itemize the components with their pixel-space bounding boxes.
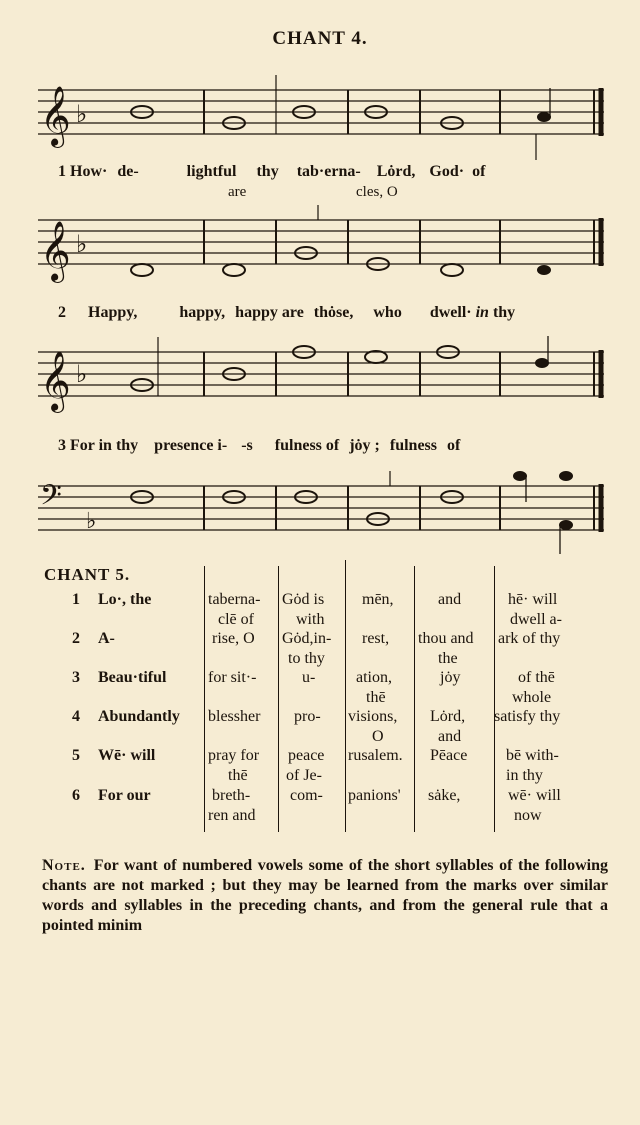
svg-text:𝄞: 𝄞 [40,353,71,410]
row-cell: Lo·, the [98,591,152,608]
row-cell: Abundantly [98,708,180,725]
row-cell: rest, [362,630,390,647]
row-cell: whole [512,689,552,706]
lyric-word: tab·erna- [296,163,361,180]
row-cell: to thy [288,650,325,667]
row-cell: Wē· will [98,747,156,764]
row-cell: blessher [208,708,261,725]
row-cell: clē of [218,611,254,628]
lyric-word: 3 For [58,437,95,454]
row-number: 5 [72,747,80,764]
row-cell: and [438,728,462,745]
music-staff-3 [38,332,608,427]
lyric-word: jȯy ; [349,437,380,454]
row-cell: and [438,591,462,608]
lyric-word: presence [154,437,214,454]
chant4-line2-lyrics [58,304,608,322]
music-staff-1 [38,70,608,165]
row-cell: sȧke, [428,787,461,804]
row-cell: the [438,650,458,667]
lyric-word: thy [115,437,139,454]
row-number: 6 [72,787,80,804]
lyric-word: dwell· [429,304,472,321]
column-rule [414,566,415,832]
row-number: 1 [72,591,80,608]
lyric-word: happy, [179,304,226,321]
svg-text:♭: ♭ [76,362,88,388]
note-text: For want of numbered vowels some of the short syllables of the following chants are not marked ; but they may be learned from the marks over similar words and syllables in the preceding chants, and from the general rule that a pointed minim [42,857,608,934]
row-cell: panions' [348,787,401,804]
lyric-word: Happy, [88,304,138,321]
svg-text:𝄞: 𝄞 [40,86,71,146]
row-cell: com- [290,787,323,804]
lyric-word: of [447,437,461,454]
row-cell: of thē [518,669,555,686]
column-rule [278,566,279,832]
lyric-word: i- [217,437,228,454]
lyric-word: of [325,437,340,454]
lyric-word: 2 [58,304,66,321]
page-title: CHANT 4. [272,28,368,49]
row-number: 2 [72,630,80,647]
lyric-word: happy [235,304,278,321]
lyric-word: in [475,304,489,321]
note-lead: Note. [42,857,86,874]
row-cell: thē [228,767,248,784]
row-cell: pray for [208,747,260,764]
row-cell: visions, [348,708,398,725]
lyric-word: thy [492,304,516,321]
row-cell: ation, [356,669,392,686]
row-cell: satisfy thy [494,708,561,725]
row-cell: thou and [418,630,474,647]
row-cell: ren and [208,807,256,824]
lyric-word: lightful [186,163,237,180]
row-cell: jȯy [440,669,461,686]
row-cell: breth- [212,787,251,804]
lyric-word: fulness [389,437,437,454]
row-cell: with [296,611,325,628]
footnote [42,856,608,936]
row-cell: rise, O [212,630,255,647]
lyric-word: are [281,304,304,321]
row-cell: ark of thy [498,630,561,647]
row-number: 4 [72,708,80,725]
row-cell: For our [98,787,151,804]
row-cell: taberna- [208,591,261,608]
row-cell: O [372,728,384,745]
lyric-word: 1 How· [58,163,108,180]
music-staff-2 [38,200,608,290]
row-cell: pro- [294,708,321,725]
lyric-word: who [373,304,402,321]
row-cell: peace [288,747,325,764]
column-rule [494,566,495,832]
row-cell: Beau·tiful [98,669,167,686]
lyric-word: -s [241,437,253,454]
lyric-word: fulness [274,437,322,454]
chant5-title: CHANT 5. [44,565,131,584]
lyric-word: of [472,163,486,180]
row-cell: A- [98,630,115,647]
row-cell: hē· will [508,591,558,608]
row-cell: Gȯd,in- [282,630,332,647]
row-cell: mēn, [362,591,394,608]
row-cell: now [514,807,542,824]
row-cell: dwell a- [510,611,562,628]
svg-text:𝄞: 𝄞 [40,223,71,280]
row-cell: wē· will [508,787,561,804]
lyric-word: de- [117,163,139,180]
chant4-line1-lyrics [58,163,485,181]
row-cell: of Je- [286,767,322,784]
row-cell: Pēace [430,747,468,764]
column-rule [204,566,205,832]
lyric-word: thȯse, [313,304,354,321]
svg-text:♭: ♭ [76,232,88,258]
row-number: 3 [72,669,80,686]
svg-text:𝄢: 𝄢 [40,481,62,518]
lyric-word: God· [429,163,465,180]
row-cell: thē [366,689,386,706]
row-cell: for sit·- [208,669,257,686]
music-staff-4 [38,466,608,556]
row-cell: Gȯd is [282,591,325,608]
lyric-word: in [98,437,112,454]
svg-text:♭: ♭ [86,508,97,533]
row-cell: bē with- [506,747,559,764]
lyric-word: Lȯrd, [376,163,416,180]
row-cell: u- [302,669,316,686]
lyric-word: thy [256,163,279,180]
chant4-line1-under-1: are [228,184,247,200]
row-cell: Lȯrd, [430,708,466,725]
chant4-line3-lyrics [58,437,608,455]
column-rule [345,560,346,832]
chant4-line1-under-2: cles, O [356,184,398,200]
svg-text:♭: ♭ [76,102,88,128]
row-cell: rusalem. [348,747,403,764]
row-cell: in thy [506,767,543,784]
